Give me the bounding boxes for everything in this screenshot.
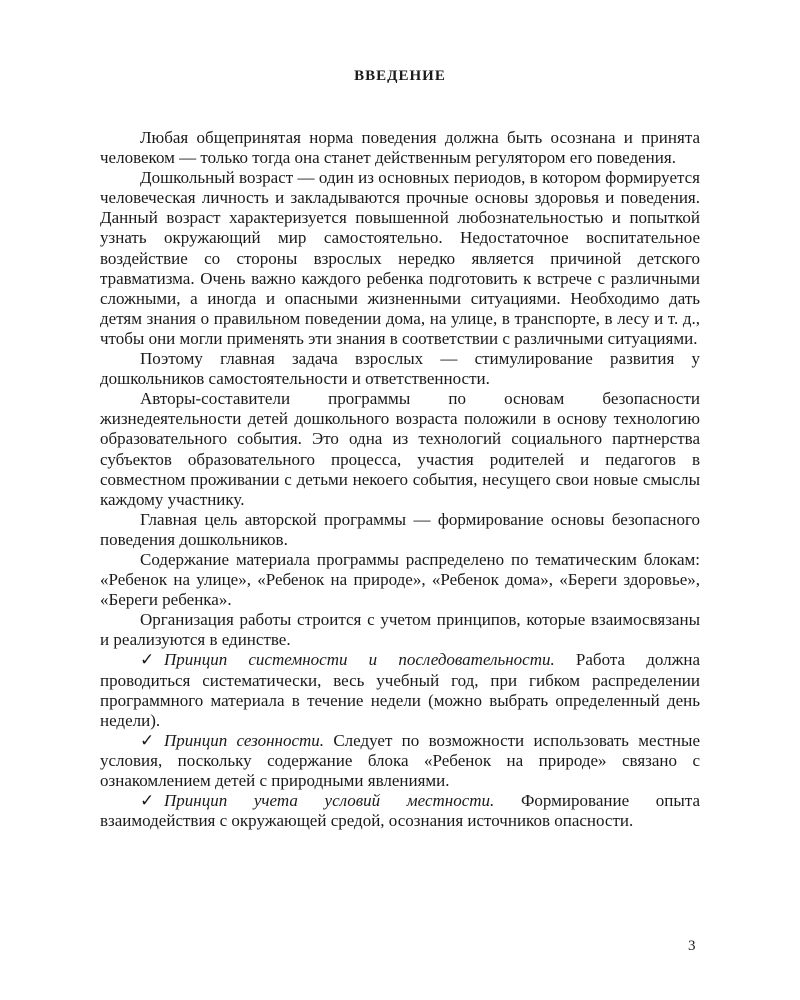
paragraph-6: Содержание материала программы распределено по тематическим блокам: «Ребенок на улице», «Ребенок на природе», «Ребенок дома», «Береги здоровье», «Береги ребенка». — [100, 549, 700, 610]
principle-name: Принцип сезонности. — [164, 730, 325, 750]
principle-item-1 — [100, 650, 700, 730]
checkmark-icon: ✓ — [140, 730, 155, 750]
paragraph-7: Организация работы строится с учетом принципов, которые взаимосвязаны и реализуются в единстве. — [100, 610, 700, 650]
checkmark-icon: ✓ — [140, 791, 155, 811]
paragraph-3: Поэтому главная задача взрослых — стимулирование развития у дошкольников самостоятельности и ответственности. — [100, 349, 700, 389]
page-title: ВВЕДЕНИЕ — [354, 68, 446, 84]
paragraph-1: Любая общепринятая норма поведения должна быть осознана и принята человеком — только тогда она станет действенным регулятором его поведения. — [100, 128, 700, 168]
principle-name: Принцип системности и последовательности. — [164, 650, 555, 670]
principle-item-3 — [100, 791, 700, 831]
principle-text: Формирование опыта взаимодействия с окружающей средой, осознания источников опасности. — [100, 791, 701, 831]
paragraph-2: Дошкольный возраст — один из основных периодов, в котором формируется человеческая личность и закладываются прочные основы здоровья и поведения. Данный возраст характеризуется повышенной любознательностью и попыткой узнать окружающий мир самостоятельно. Недостаточное воспитательное воздействие со стороны взрослых нередко является причиной детского травматизма. Очень важно каждого ребенка подготовить к встрече с различными сложными, а иногда и опасными жизненными ситуациями. Необходимо дать детям знания о правильном поведении дома, на улице, в транспорте, в лесу и т. д., чтобы они могли применять эти знания в соответствии с различными ситуациями. — [100, 168, 700, 348]
page-number: 3 — [688, 938, 696, 954]
principle-item-2 — [100, 731, 700, 791]
principle-name: Принцип учета условий местности. — [164, 791, 495, 811]
paragraph-4: Авторы-составители программы по основам безопасности жизнедеятельности детей дошкольного возраста положили в основу технологию образовательного события. Это одна из технологий социального партнерства субъектов образовательного процесса, участия родителей и педагогов в совместном проживании с детьми некоего события, несущего свои новые смыслы каждому участнику. — [100, 389, 700, 509]
paragraph-5: Главная цель авторской программы — формирование основы безопасного поведения дошкольников. — [100, 509, 700, 549]
principle-text: Работа должна проводиться систематически, весь учебный год, при гибком распределении программного материала в течение недели (можно выбрать определенный день недели). — [100, 650, 700, 730]
principle-text: Следует по возможности использовать местные условия, поскольку содержание блока «Ребенок на природе» связано с ознакомлением детей с природными явлениями. — [100, 730, 700, 790]
checkmark-icon: ✓ — [140, 650, 155, 670]
body-text — [100, 128, 700, 831]
